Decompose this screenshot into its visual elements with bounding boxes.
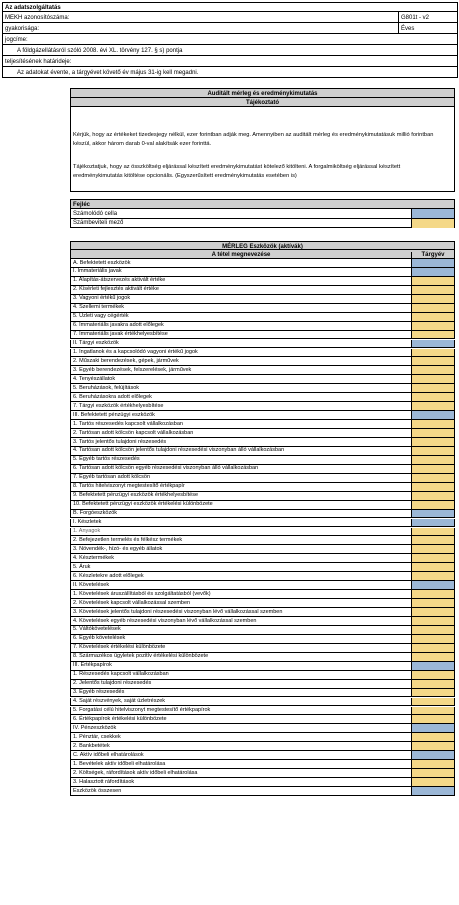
input-cell[interactable] — [411, 286, 454, 294]
input-cell[interactable] — [411, 402, 454, 410]
input-cell[interactable] — [411, 698, 454, 706]
row-label: I. Immateriális javak — [73, 268, 122, 275]
table-row — [70, 545, 455, 554]
input-cell[interactable] — [411, 366, 454, 374]
row-label: 5. Üzleti vagy cégérték — [73, 313, 129, 320]
row-label: 3. Egyéb berendezések, felszerelések, járművek — [73, 366, 192, 373]
table-row — [70, 608, 455, 617]
table-row — [70, 492, 455, 501]
table-row — [70, 751, 455, 760]
input-cell[interactable] — [411, 528, 454, 536]
input-cell[interactable] — [411, 778, 454, 786]
row-label: 1. Pénztár, csekkek — [73, 733, 121, 740]
input-cell[interactable] — [411, 644, 454, 652]
row-label: 4. Tenyészállatok — [73, 375, 116, 382]
table-row — [70, 617, 455, 626]
header-row-label: MEKH azonosítószáma: — [5, 14, 70, 21]
row-label: III. Értékpapírok — [73, 662, 112, 669]
input-cell[interactable] — [411, 304, 454, 312]
legend-input-swatch — [411, 219, 454, 229]
input-cell[interactable] — [411, 420, 454, 428]
table-row — [70, 340, 455, 349]
input-cell[interactable] — [411, 563, 454, 571]
computed-cell — [411, 581, 454, 589]
header-row-divider — [398, 23, 399, 33]
table-row — [70, 501, 455, 510]
input-cell[interactable] — [411, 322, 454, 330]
computed-cell — [411, 411, 454, 419]
row-label: 7. Követelések értékelési különbözete — [73, 644, 166, 651]
table-row — [70, 635, 455, 644]
input-cell[interactable] — [411, 769, 454, 777]
row-label: 3. Követelések jelentős tulajdoni részesedési viszonyban lévő vállalkozással szemben — [73, 608, 283, 615]
input-cell[interactable] — [411, 501, 454, 509]
table-title: MÉRLEG Eszközök (aktívák) — [70, 241, 455, 250]
table-row — [70, 411, 455, 420]
header-row-label: jogcíme: — [5, 36, 28, 43]
row-label: 6. Tartósan adott kölcsön egyéb részesedési viszonyban álló vállalkozásban — [73, 465, 259, 472]
input-cell[interactable] — [411, 554, 454, 562]
table-row — [70, 366, 455, 375]
input-cell[interactable] — [411, 456, 454, 464]
table-row — [70, 742, 455, 751]
table-row — [70, 304, 455, 313]
input-cell[interactable] — [411, 313, 454, 321]
row-label: 4. Szellemi termékek — [73, 304, 125, 311]
row-label: 3. Tartós jelentős tulajdoni részesedés — [73, 438, 167, 445]
input-cell[interactable] — [411, 483, 454, 491]
header-row-label: teljesítésének határideje: — [5, 58, 72, 65]
input-cell[interactable] — [411, 357, 454, 365]
table-row — [70, 259, 455, 268]
table-row — [70, 787, 455, 796]
row-label: 2. Jelentős tulajdoni részesedés — [73, 680, 152, 687]
header-title: Az adatszolgáltatás — [5, 5, 61, 11]
table-row — [70, 420, 455, 429]
info-paragraph-1: Kérjük, hogy az értékeket tizedesjegy nélkül, ezer forintban adják meg. Amennyiben az auditált mérleg és eredménykimutatásuk millió forintban készül, akkor három darab 0-val alakítsák ezer forinttá. — [73, 132, 434, 147]
input-cell[interactable] — [411, 599, 454, 607]
table-row — [70, 286, 455, 295]
input-cell[interactable] — [411, 331, 454, 339]
table-row — [70, 357, 455, 366]
info-paragraph-2: Tájékoztatjuk, hogy az összköltség eljárással készített eredménykimutatást kötelező kitölteni. A forgalmiköltség eljárással készített eredménykimutatás kitöltése opcionális. (Egyszerűsített eredménykimutatás esetében is) — [73, 164, 401, 179]
table-row — [70, 483, 455, 492]
table-row — [70, 447, 455, 456]
table-row — [70, 707, 455, 716]
row-label: 2. Műszaki berendezések, gépek, járművek — [73, 357, 179, 364]
row-label: B. Forgóeszközök — [73, 510, 118, 517]
row-label: 8. Származékos ügyletek pozitív értékelési különbözete — [73, 653, 209, 660]
table-row — [70, 322, 455, 331]
table-row — [70, 375, 455, 384]
row-label: 7. Tárgyi eszközök értékhelyesbítése — [73, 402, 164, 409]
input-cell[interactable] — [411, 295, 454, 303]
header-row-label: A földgázellátásról szóló 2008. évi XL. törvény 127. § s) pontja — [17, 47, 183, 54]
computed-cell — [411, 787, 454, 795]
row-label: 7. Immateriális javak értékhelyesbítése — [73, 331, 168, 338]
row-label: 3. Vagyoni értékű jogok — [73, 295, 131, 302]
table-row — [70, 554, 455, 563]
table-row — [70, 331, 455, 340]
input-cell[interactable] — [411, 590, 454, 598]
header-title-row — [2, 2, 458, 12]
table-row — [70, 563, 455, 572]
table-row — [70, 760, 455, 769]
row-label: A. Befektetett eszközök — [73, 259, 131, 266]
table-row — [70, 733, 455, 742]
header-row-label: gyakorisága: — [5, 25, 40, 32]
input-cell[interactable] — [411, 608, 454, 616]
computed-cell — [411, 268, 454, 276]
table-row — [70, 384, 455, 393]
input-cell[interactable] — [411, 671, 454, 679]
table-row — [70, 456, 455, 465]
legend-input-row — [71, 219, 454, 229]
input-cell[interactable] — [411, 626, 454, 634]
row-label: IV. Pénzeszközök — [73, 724, 117, 731]
input-cell[interactable] — [411, 689, 454, 697]
computed-cell — [411, 340, 454, 348]
legend-input-label: Számbeviteli mező — [73, 220, 124, 227]
row-label: 4. Saját részvények, saját üzletrészek — [73, 698, 166, 705]
header-row — [2, 23, 458, 34]
row-label: 6. Értékpapírok értékelési különbözete — [73, 715, 167, 722]
input-cell[interactable] — [411, 429, 454, 437]
input-cell[interactable] — [411, 572, 454, 580]
table-row — [70, 626, 455, 635]
row-label: C. Aktív időbeli elhatárolások — [73, 751, 144, 758]
legend-header-row — [71, 200, 454, 209]
row-label: 10. Befektetett pénzügyi eszközök értékelési különbözete — [73, 501, 213, 508]
row-label: 4. Késztermékek — [73, 554, 114, 561]
table-row — [70, 519, 455, 528]
legend — [70, 199, 455, 228]
row-label: 2. Bankbetétek — [73, 742, 110, 749]
table-row — [70, 402, 455, 411]
row-label: II. Követelések — [73, 581, 110, 588]
row-label: 5. Forgatási célú hitelviszonyt megtestesítő értékpapírok — [73, 707, 211, 713]
row-label: 1. Anyagok — [73, 528, 101, 534]
row-label: 4. Tartósan adott kölcsön jelentős tulajdoni részesedési viszonyban álló vállalkozásban — [73, 447, 285, 454]
input-cell[interactable] — [411, 742, 454, 750]
computed-cell — [411, 751, 454, 759]
input-cell[interactable] — [411, 277, 454, 285]
input-cell[interactable] — [411, 438, 454, 446]
table-row — [70, 528, 455, 537]
table-row — [70, 698, 455, 707]
row-label: 3. Halasztott ráfordítások — [73, 778, 135, 785]
info-box — [70, 88, 455, 192]
header-row — [2, 67, 458, 78]
header-row — [2, 56, 458, 67]
row-label: 2. Költségek, ráfordítások aktív időbeli elhatárolása — [73, 769, 198, 776]
row-label: 5. Beruházások, felújítások — [73, 384, 140, 391]
table-row — [70, 689, 455, 698]
table-row — [70, 644, 455, 653]
row-label: 5. Áruk — [73, 563, 91, 570]
input-cell[interactable] — [411, 715, 454, 723]
row-label: 6. Beruházásokra adott előlegek — [73, 393, 152, 400]
input-cell[interactable] — [411, 474, 454, 482]
table-col-header — [70, 250, 455, 259]
input-cell[interactable] — [411, 447, 454, 455]
row-label: 5. Váltókövetelések — [73, 626, 121, 633]
input-cell[interactable] — [411, 375, 454, 383]
row-label: I. Készletek — [73, 519, 102, 526]
input-cell[interactable] — [411, 680, 454, 688]
row-label: 6. Egyéb követelések — [73, 635, 126, 642]
row-label: 7. Egyéb tartósan adott kölcsön — [73, 474, 151, 481]
info-title: Auditált mérleg és eredménykimutatás — [71, 89, 454, 98]
input-cell[interactable] — [411, 393, 454, 401]
table-row — [70, 429, 455, 438]
table-row — [70, 581, 455, 590]
table-row — [70, 778, 455, 787]
col-name-header: A tétel megnevezése — [211, 251, 271, 258]
input-cell[interactable] — [411, 349, 454, 357]
table-row — [70, 295, 455, 304]
table-row — [70, 474, 455, 483]
row-label: 8. Tartós hitelviszonyt megtestesítő értékpapír — [73, 483, 185, 490]
row-label: 2. Tartósan adott kölcsön kapcsolt vállalkozásban — [73, 429, 194, 436]
row-label: 1. Alapítás-átszervezés aktivált értéke — [73, 277, 166, 284]
row-label: 6. Készletekre adott előlegek — [73, 572, 144, 579]
table-row — [70, 724, 455, 733]
input-cell[interactable] — [411, 653, 454, 661]
table-row — [70, 438, 455, 447]
computed-cell — [411, 510, 454, 518]
header-row-label: Az adatokat évente, a tárgyévet követő év május 31-ig kell megadni. — [17, 69, 199, 76]
table-row — [70, 599, 455, 608]
row-label: 2. Követelések kapcsolt vállalkozással szemben — [73, 599, 191, 606]
input-cell[interactable] — [411, 545, 454, 553]
legend-computed-row — [71, 209, 454, 219]
header-row-value: G801t - v2 — [401, 14, 430, 21]
computed-cell — [411, 519, 454, 527]
table-row — [70, 572, 455, 581]
row-label: 2. Kísérleti fejlesztés aktivált értéke — [73, 286, 159, 293]
input-cell[interactable] — [411, 536, 454, 544]
row-label: II. Tárgyi eszközök — [73, 340, 119, 347]
row-label: 1. Bevételek aktív időbeli elhatárolása — [73, 760, 166, 767]
legend-computed-swatch — [411, 209, 454, 218]
table-row — [70, 313, 455, 322]
row-label: 1. Részesedés kapcsolt vállalkozásban — [73, 671, 169, 678]
row-label: 9. Befektetett pénzügyi eszközök értékhelyesbítése — [73, 492, 199, 499]
row-label: 4. Követelések egyéb részesedési viszonyban lévő vállalkozással szemben — [73, 617, 257, 624]
row-label: 1. Követelések áruszállításból és szolgáltatásból (vevők) — [73, 590, 211, 597]
input-cell[interactable] — [411, 733, 454, 741]
table-row — [70, 510, 455, 519]
legend-computed-label: Számolódó cella — [73, 210, 118, 217]
row-label: 2. Befejezetlen termelés és félkész termékek — [73, 536, 183, 543]
header-row-value: Éves — [401, 25, 415, 32]
computed-cell — [411, 662, 454, 670]
table-row — [70, 769, 455, 778]
header-section — [1, 2, 457, 78]
input-cell[interactable] — [411, 384, 454, 392]
row-label: 3. Növendék-, hízó- és egyéb állatok — [73, 545, 163, 552]
table-row — [70, 277, 455, 286]
table-row — [70, 536, 455, 545]
input-cell[interactable] — [411, 465, 454, 473]
header-row — [2, 12, 458, 23]
computed-cell — [411, 724, 454, 732]
computed-cell — [411, 259, 454, 267]
row-label: 6. Immateriális javakra adott előlegek — [73, 322, 164, 329]
row-label: 3. Egyéb részesedés — [73, 689, 125, 696]
input-cell[interactable] — [411, 707, 454, 715]
header-row — [2, 45, 458, 56]
table-row — [70, 662, 455, 671]
table-row — [70, 349, 455, 358]
input-cell[interactable] — [411, 617, 454, 625]
info-subtitle: Tájékoztató — [71, 98, 454, 107]
row-label: 1. Tartós részesedés kapcsolt vállalkozásban — [73, 420, 183, 427]
col-value-header: Tárgyév — [411, 252, 454, 260]
table-row — [70, 680, 455, 689]
table-row — [70, 465, 455, 474]
row-label: Eszközök összesen — [73, 787, 122, 794]
header-row-divider — [398, 12, 399, 22]
row-label: 5. Egyéb tartós részesedés — [73, 456, 140, 463]
input-cell[interactable] — [411, 635, 454, 643]
legend-title: Fejléc — [73, 201, 91, 208]
table-row — [70, 590, 455, 599]
table-row — [70, 671, 455, 680]
table-row — [70, 653, 455, 662]
input-cell[interactable] — [411, 492, 454, 500]
input-cell[interactable] — [411, 760, 454, 768]
row-label: III. Befektetett pénzügyi eszközök — [73, 411, 155, 418]
table-row — [70, 715, 455, 724]
table-row — [70, 268, 455, 277]
table-row — [70, 393, 455, 402]
row-label: 1. Ingatlanok és a kapcsolódó vagyoni értékű jogok — [73, 349, 198, 355]
header-row — [2, 34, 458, 45]
